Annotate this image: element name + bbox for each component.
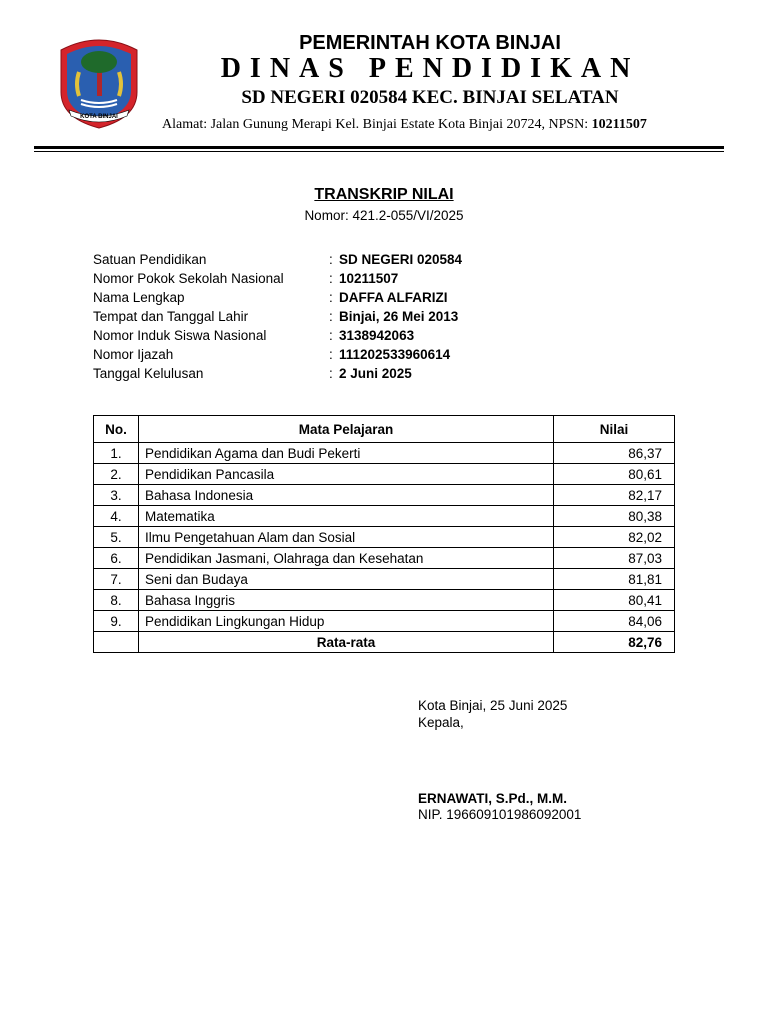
info-value: 111202533960614	[339, 347, 451, 362]
info-colon: :	[329, 347, 333, 362]
signature-place-date: Kota Binjai, 25 Juni 2025	[418, 698, 568, 713]
row-subject: Bahasa Indonesia	[139, 485, 554, 506]
average-no-cell	[94, 632, 139, 653]
info-row	[93, 328, 693, 347]
info-label: Nomor Ijazah	[93, 347, 174, 362]
row-subject: Bahasa Inggris	[139, 590, 554, 611]
row-no: 2.	[94, 464, 139, 485]
info-colon: :	[329, 366, 333, 381]
table-row	[94, 611, 675, 632]
signature-name: ERNAWATI, S.Pd., M.M.	[418, 791, 568, 806]
row-no: 3.	[94, 485, 139, 506]
info-colon: :	[329, 252, 333, 267]
row-grade: 80,38	[554, 506, 675, 527]
logo-lettering: KOTA BINJAI	[80, 114, 118, 120]
letterhead-rule-thin	[34, 151, 724, 152]
info-row	[93, 309, 693, 328]
row-grade: 80,61	[554, 464, 675, 485]
row-grade: 82,02	[554, 527, 675, 548]
row-grade: 82,17	[554, 485, 675, 506]
info-row	[93, 290, 693, 309]
table-row	[94, 569, 675, 590]
info-label: Nomor Pokok Sekolah Nasional	[93, 271, 284, 286]
info-value: Binjai, 26 Mei 2013	[339, 309, 459, 324]
table-header-row	[94, 416, 675, 443]
info-label: Satuan Pendidikan	[93, 252, 207, 267]
row-no: 9.	[94, 611, 139, 632]
table-row	[94, 548, 675, 569]
average-label: Rata-rata	[139, 632, 554, 653]
row-subject: Pendidikan Pancasila	[139, 464, 554, 485]
row-grade: 87,03	[554, 548, 675, 569]
row-no: 7.	[94, 569, 139, 590]
average-row	[94, 632, 675, 653]
info-value: 3138942063	[339, 328, 415, 343]
row-subject: Seni dan Budaya	[139, 569, 554, 590]
document-number: Nomor: 421.2-055/VI/2025	[304, 208, 464, 223]
signature-nip: NIP. 196609101986092001	[418, 807, 582, 822]
row-no: 8.	[94, 590, 139, 611]
document-title-text: TRANSKRIP NILAI	[314, 186, 454, 203]
kota-binjai-logo	[57, 36, 141, 130]
signature-position: Kepala,	[418, 715, 464, 730]
info-label: Nomor Induk Siswa Nasional	[93, 328, 267, 343]
letterhead-school: SD NEGERI 020584 KEC. BINJAI SELATAN	[241, 87, 619, 108]
info-row	[93, 347, 693, 366]
header-grade: Nilai	[554, 416, 675, 443]
header-no: No.	[94, 416, 139, 443]
letterhead-address	[162, 117, 647, 133]
info-label: Tempat dan Tanggal Lahir	[93, 309, 249, 324]
header-subject: Mata Pelajaran	[139, 416, 554, 443]
row-grade: 81,81	[554, 569, 675, 590]
info-row	[93, 252, 693, 271]
info-label: Nama Lengkap	[93, 290, 185, 305]
table-row	[94, 527, 675, 548]
letterhead-rule-thick	[34, 146, 724, 149]
letterhead-department: DINAS PENDIDIKAN	[220, 53, 640, 84]
row-grade: 84,06	[554, 611, 675, 632]
average-value: 82,76	[554, 632, 675, 653]
row-subject: Matematika	[139, 506, 554, 527]
info-colon: :	[329, 328, 333, 343]
row-subject: Ilmu Pengetahuan Alam dan Sosial	[139, 527, 554, 548]
row-no: 6.	[94, 548, 139, 569]
address-text: Alamat: Jalan Gunung Merapi Kel. Binjai Estate Kota Binjai 20724, NPSN:	[162, 117, 592, 132]
info-colon: :	[329, 271, 333, 286]
table-row	[94, 464, 675, 485]
table-row	[94, 443, 675, 464]
row-subject: Pendidikan Agama dan Budi Pekerti	[139, 443, 554, 464]
info-label: Tanggal Kelulusan	[93, 366, 204, 381]
table-row	[94, 506, 675, 527]
row-no: 4.	[94, 506, 139, 527]
document-title	[0, 186, 768, 204]
info-value: DAFFA ALFARIZI	[339, 290, 448, 305]
info-row	[93, 366, 693, 385]
row-grade: 80,41	[554, 590, 675, 611]
row-no: 1.	[94, 443, 139, 464]
info-colon: :	[329, 309, 333, 324]
row-subject: Pendidikan Lingkungan Hidup	[139, 611, 554, 632]
row-subject: Pendidikan Jasmani, Olahraga dan Kesehatan	[139, 548, 554, 569]
info-row	[93, 271, 693, 290]
grades-table	[93, 415, 675, 653]
info-value: 10211507	[339, 271, 399, 286]
npsn-value: 10211507	[591, 117, 647, 132]
info-value: 2 Juni 2025	[339, 366, 412, 381]
row-no: 5.	[94, 527, 139, 548]
info-value: SD NEGERI 020584	[339, 252, 463, 267]
info-colon: :	[329, 290, 333, 305]
letterhead-government: PEMERINTAH KOTA BINJAI	[299, 32, 561, 54]
table-row	[94, 590, 675, 611]
row-grade: 86,37	[554, 443, 675, 464]
table-row	[94, 485, 675, 506]
